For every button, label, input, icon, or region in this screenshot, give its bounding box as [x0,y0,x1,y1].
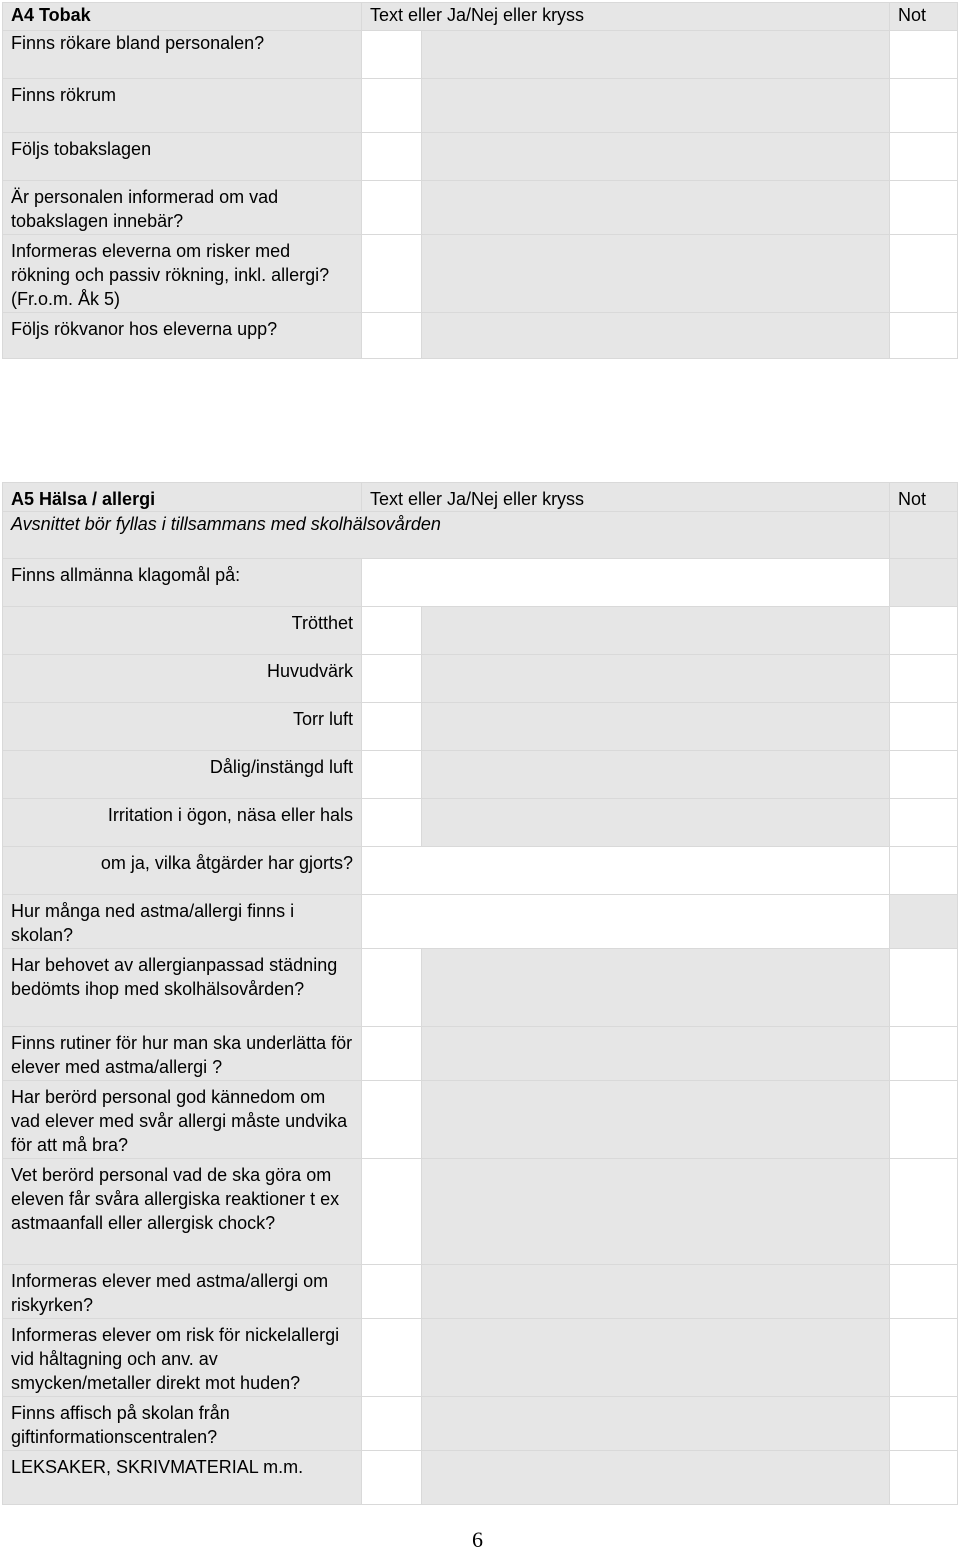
table-row [3,607,958,655]
a5-note-row [3,512,958,559]
answer-field[interactable] [362,895,890,949]
question-label: Följs tobakslagen [3,133,362,181]
a5-answer-column-header: Text eller Ja/Nej eller kryss [362,483,890,512]
complaint-label: Torr luft [3,703,362,751]
answer-text-field[interactable] [422,31,890,79]
note-field[interactable] [890,31,958,79]
answer-text-field[interactable] [422,1159,890,1265]
complaint-label: Irritation i ögon, näsa eller hals [3,799,362,847]
table-row [3,79,958,133]
answer-field[interactable] [362,1451,422,1505]
question-label: Vet berörd personal vad de ska göra om eleven får svåra allergiska reaktioner t ex astmaanfall eller allergisk chock? [3,1159,362,1265]
table-row [3,559,958,607]
answer-field[interactable] [362,949,422,1027]
question-label: Hur många ned astma/allergi finns i skolan? [3,895,362,949]
note-field[interactable] [890,512,958,559]
answer-field[interactable] [362,31,422,79]
answer-text-field[interactable] [422,181,890,235]
note-field[interactable] [890,313,958,359]
table-row [3,1081,958,1159]
answer-text-field[interactable] [422,703,890,751]
answer-text-field[interactable] [422,133,890,181]
complaint-label: Huvudvärk [3,655,362,703]
table-row [3,799,958,847]
table-row [3,655,958,703]
note-field[interactable] [890,655,958,703]
answer-text-field[interactable] [422,1319,890,1397]
measures-label: om ja, vilka åtgärder har gjorts? [3,847,362,895]
question-label: Informeras elever med astma/allergi om riskyrken? [3,1265,362,1319]
answer-text-field[interactable] [422,1081,890,1159]
table-row [3,133,958,181]
table-row [3,1451,958,1505]
answer-text-field[interactable] [422,655,890,703]
page-number: 6 [472,1527,483,1552]
table-row [3,181,958,235]
answer-text-field[interactable] [422,1451,890,1505]
table-row [3,751,958,799]
note-field[interactable] [890,1081,958,1159]
answer-field[interactable] [362,799,422,847]
table-row [3,847,958,895]
answer-text-field[interactable] [422,235,890,313]
question-label: Finns rökrum [3,79,362,133]
complaints-heading: Finns allmänna klagomål på: [3,559,362,607]
question-label: Har behovet av allergianpassad städning bedömts ihop med skolhälsovården? [3,949,362,1027]
answer-text-field[interactable] [422,607,890,655]
question-label: Följs rökvanor hos eleverna upp? [3,313,362,359]
table-row [3,235,958,313]
answer-field[interactable] [362,1027,422,1081]
a5-header-row [3,483,958,512]
note-field[interactable] [890,751,958,799]
note-field[interactable] [890,607,958,655]
a5-health-allergy-table [2,482,958,1505]
a5-note-column-header: Not [890,483,958,512]
a4-note-column-header: Not [890,3,958,31]
answer-field[interactable] [362,847,890,895]
answer-text-field[interactable] [422,949,890,1027]
note-field[interactable] [890,949,958,1027]
table-row [3,1319,958,1397]
a5-title: A5 Hälsa / allergi [3,483,362,512]
answer-text-field[interactable] [422,79,890,133]
answer-field[interactable] [362,1159,422,1265]
question-label: Informeras eleverna om risker med rökning och passiv rökning, inkl. allergi? (Fr.o.m. Åk 5) [3,235,362,313]
note-field[interactable] [890,1159,958,1265]
complaint-label: Dålig/instängd luft [3,751,362,799]
a4-title: A4 Tobak [3,3,362,31]
table-row [3,313,958,359]
note-field[interactable] [890,703,958,751]
note-field[interactable] [890,79,958,133]
note-field[interactable] [890,235,958,313]
table-row [3,895,958,949]
answer-text-field[interactable] [422,1397,890,1451]
answer-field[interactable] [362,559,890,607]
note-field[interactable] [890,847,958,895]
answer-field[interactable] [362,181,422,235]
note-field[interactable] [890,895,958,949]
note-field[interactable] [890,181,958,235]
table-row [3,949,958,1027]
question-label: Finns rutiner för hur man ska underlätta för elever med astma/allergi ? [3,1027,362,1081]
table-row [3,1265,958,1319]
question-label: Har berörd personal god kännedom om vad elever med svår allergi måste undvika för att må bra? [3,1081,362,1159]
answer-text-field[interactable] [422,1027,890,1081]
a4-answer-column-header: Text eller Ja/Nej eller kryss [362,3,890,31]
answer-field[interactable] [362,751,422,799]
note-field[interactable] [890,1027,958,1081]
question-label: Finns affisch på skolan från giftinformationscentralen? [3,1397,362,1451]
a4-header-row [3,3,958,31]
answer-field[interactable] [362,1397,422,1451]
note-field[interactable] [890,133,958,181]
a5-instruction: Avsnittet bör fyllas i tillsammans med skolhälsovården [3,512,890,559]
question-label: Är personalen informerad om vad tobakslagen innebär? [3,181,362,235]
a4-tobacco-table [2,2,958,359]
answer-text-field[interactable] [422,313,890,359]
answer-text-field[interactable] [422,751,890,799]
table-row [3,1397,958,1451]
question-label: LEKSAKER, SKRIVMATERIAL m.m. [3,1451,362,1505]
note-field[interactable] [890,1265,958,1319]
answer-text-field[interactable] [422,799,890,847]
table-row [3,703,958,751]
note-field[interactable] [890,1451,958,1505]
note-field[interactable] [890,799,958,847]
answer-field[interactable] [362,79,422,133]
answer-field[interactable] [362,1081,422,1159]
answer-field[interactable] [362,313,422,359]
note-field[interactable] [890,1397,958,1451]
note-field[interactable] [890,1319,958,1397]
table-row [3,1159,958,1265]
answer-field[interactable] [362,607,422,655]
answer-text-field[interactable] [422,1265,890,1319]
table-row [3,31,958,79]
answer-field[interactable] [362,655,422,703]
answer-field[interactable] [362,703,422,751]
table-row [3,1027,958,1081]
answer-field[interactable] [362,133,422,181]
answer-field[interactable] [362,1265,422,1319]
complaint-label: Trötthet [3,607,362,655]
answer-field[interactable] [362,1319,422,1397]
answer-field[interactable] [362,235,422,313]
note-field[interactable] [890,559,958,607]
question-label: Informeras elever om risk för nickelallergi vid håltagning och anv. av smycken/metaller direkt mot huden? [3,1319,362,1397]
question-label: Finns rökare bland personalen? [3,31,362,79]
